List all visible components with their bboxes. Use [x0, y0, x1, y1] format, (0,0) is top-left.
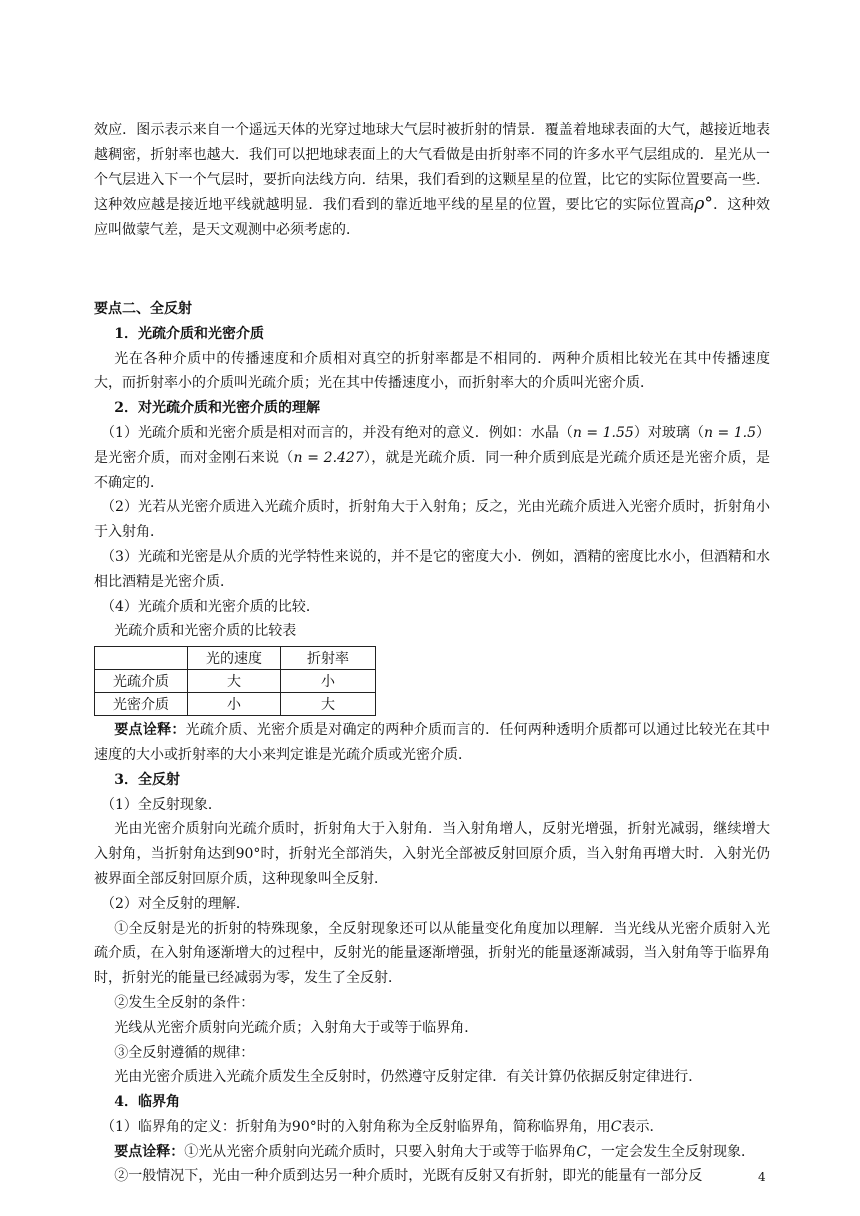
degree-value: 90°	[235, 846, 261, 863]
paragraph: ③全反射遵循的规律：	[114, 1044, 255, 1061]
table-cell: 小	[188, 693, 281, 716]
refractive-index: n = 1.55	[572, 424, 634, 441]
text: ），就是光疏介质．同一种介质到底是光疏介质还是光密介质，是不确定的．	[94, 449, 771, 491]
refractive-index: n = 1.5	[704, 424, 756, 441]
table-cell: 大	[281, 693, 376, 716]
text: （1）光疏介质和光密介质是相对而言的，并没有绝对的意义．例如：水晶（	[101, 424, 573, 441]
paragraph: ②发生全反射的条件：	[114, 994, 255, 1011]
table-cell: 折射率	[281, 647, 376, 670]
note-text: 光疏介质、光密介质是对确定的两种介质而言的．任何两种透明介质都可以通过比较光在其中速度的大小或折射率的大小来判定谁是光疏介质或光密介质．	[94, 722, 771, 763]
table-cell	[95, 647, 188, 670]
paragraph: ①全反射是光的折射的特殊现象，全反射现象还可以从能量变化角度加以理解．当光线从光密介质射入光疏介质，在入射角逐渐增大的过程中，反射光的能量逐渐增强，折射光的能量逐渐减弱，当入射角等于临界角时，折射光的能量已经减弱为零，发生了全反射．	[94, 920, 770, 987]
paragraph: （4）光疏介质和光密介质的比较．	[101, 598, 320, 615]
paragraph	[94, 817, 770, 891]
paragraph	[94, 421, 770, 495]
degree-value: 90°	[291, 1118, 317, 1135]
table-header-row	[95, 647, 376, 670]
note-text: ①光从光密介质射向光疏介质时，只要入射角大于或等于临界角	[184, 1143, 577, 1160]
note-label: 要点诠释：	[114, 1143, 185, 1160]
math-symbol: C	[576, 1143, 588, 1160]
math-symbol: C	[610, 1118, 622, 1135]
table-cell: 小	[281, 670, 376, 693]
intro-paragraph	[94, 118, 770, 243]
text: （1）临界角的定义：折射角为	[101, 1118, 292, 1135]
intro-text-end: ．这种效应叫做蒙气差，是天文观测中必须考虑的．	[94, 197, 771, 239]
text: 时的入射角称为全反射临界角，简称临界角，用	[316, 1118, 611, 1135]
comparison-table	[94, 646, 376, 716]
text: ）是光密介质，而对金刚石来说（	[94, 424, 771, 466]
table-cell: 大	[188, 670, 281, 693]
paragraph: （2）对全反射的理解．	[101, 895, 250, 912]
text: 光由光密介质射向光疏介质时，折射角大于入射角．当入射角增人，反射光增强，折射光减弱，继续增大入射角，当折射角达到	[94, 821, 770, 863]
note-label: 要点诠释：	[114, 722, 186, 739]
subsection-title-1: 1．光疏介质和光密介质	[114, 325, 265, 342]
paragraph: （3）光疏和光密是从介质的光学特性来说的，并不是它的密度大小．例如，酒精的密度比水小，但酒精和水相比酒精是光密介质．	[94, 548, 770, 590]
table-cell: 光疏介质	[95, 670, 188, 693]
note-text: ，一定会发生全反射现象．	[587, 1143, 756, 1160]
subsection-title-3: 3．全反射	[114, 771, 181, 788]
paragraph: 光线从光密介质射向光疏介质；入射角大于或等于临界角．	[114, 1019, 479, 1036]
intro-text: 效应．图示表示来自一个遥远天体的光穿过地球大气层时被折射的情景．覆盖着地球表面的大气，越接近地表越稠密，折射率也越大．我们可以把地球表面上的大气看做是由折射率不同的许多水平气层组成的．星光从一个气层进入下一个气层时，要折向法线方向．结果，我们看到的这颗星星的位置，比它的实际位置要高一些．这种效应越是接近地平线就越明显．我们看到的靠近地平线的星星的位置，要比它的实际位置高	[94, 122, 770, 214]
text: 表示．	[621, 1118, 664, 1135]
paragraph: （1）全反射现象．	[101, 796, 222, 813]
refractive-index: n = 2.427	[293, 449, 364, 466]
paragraph: 光在各种介质中的传播速度和介质相对真空的折射率都是不相同的．两种介质相比较光在其中传播速度大，而折射率小的介质叫光疏介质；光在其中传播速度小，而折射率大的介质叫光密介质．	[94, 350, 770, 392]
subsection-title-4: 4．临界角	[114, 1094, 181, 1111]
document-body	[94, 118, 770, 1189]
table-cell: 光的速度	[188, 647, 281, 670]
table-row	[95, 670, 376, 693]
note-paragraph	[94, 718, 770, 768]
text: ）对玻璃（	[633, 424, 704, 441]
table-caption: 光疏介质和光密介质的比较表	[114, 623, 297, 640]
paragraph: （2）光若从光密介质进入光疏介质时，折射角大于入射角；反之，光由光疏介质进入光密介质时，折射角小于入射角．	[94, 499, 770, 541]
note-paragraph	[94, 1140, 770, 1165]
table-row	[95, 693, 376, 716]
page-number: 4	[758, 1170, 766, 1184]
subsection-title-2: 2．对光疏介质和光密介质的理解	[114, 400, 321, 417]
table-cell: 光密介质	[95, 693, 188, 716]
paragraph	[94, 1115, 770, 1140]
text: 时，折射光全部消失，入射光全部被反射回原介质，当入射角再增大时．入射光仍被界面全部反射回原介质，这种现象叫全反射．	[94, 846, 771, 887]
section-title: 要点二、全反射	[94, 300, 192, 317]
rho-symbol: ρ°	[694, 194, 713, 215]
paragraph: 光由光密介质进入光疏介质发生全反射时，仍然遵守反射定律．有关计算仍依据反射定律进行．	[114, 1069, 703, 1086]
paragraph: ②一般情况下，光由一种介质到达另一种介质时，光既有反射又有折射，即光的能量有一部分反	[114, 1168, 703, 1185]
